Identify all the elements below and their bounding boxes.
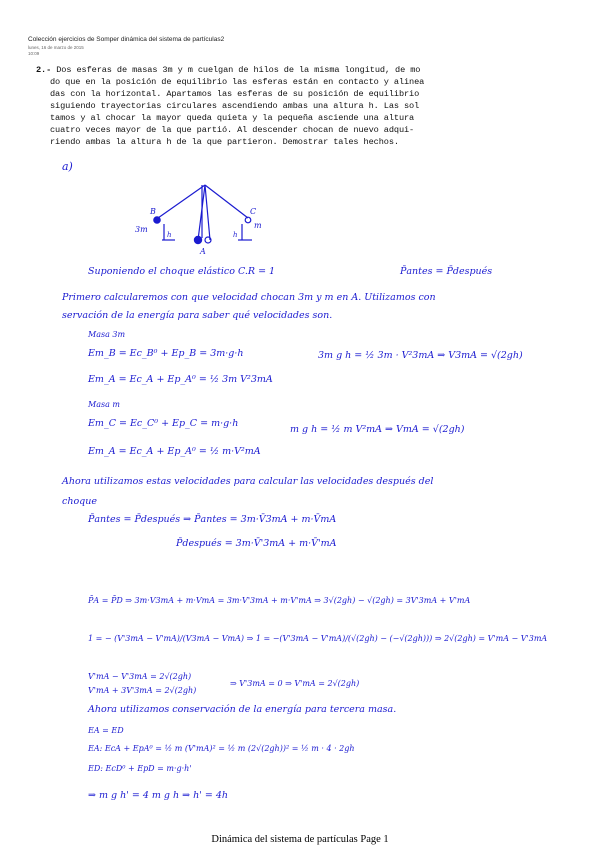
sol-line-em-c: Em_C = Ec_C⁰ + Ep_C = m·g·h	[88, 418, 239, 429]
sol-line-conclusion: ⇒ m g h' = 4 m g h ⇒ h' = 4h	[88, 790, 229, 801]
label-h-right: h	[233, 231, 238, 239]
label-B: B	[150, 207, 156, 216]
notebook-title: Colección ejercicios de Somper dinámica del sistema de partículas2	[28, 36, 225, 43]
problem-line-6: cuatro veces mayor de la que partió. Al descender chocan de nuevo adqui-	[50, 125, 415, 135]
sol-line-p-despues: P̄después = 3m·V̄'3mA + m·V̄'mA	[176, 538, 337, 549]
sol-line-momentum-eq: P̄antes = P̄después	[400, 266, 493, 277]
sol-line-em-a-3m: Em_A = Ec_A + Ep_A⁰ = ½ 3m V²3mA	[88, 374, 273, 385]
notebook-meta	[28, 45, 84, 57]
sol-line-v3ma: 3m g h = ½ 3m · V²3mA ⇒ V3mA = √(2gh)	[318, 350, 523, 361]
sol-line-intro-1: Primero calcularemos con que velocidad chocan 3m y m en A. Utilizamos con	[62, 292, 436, 303]
sol-line-energy-intro: Ahora utilizamos conservación de la energía para tercera masa.	[88, 704, 397, 715]
problem-text-1: Dos esferas de masas 3m y m cuelgan de hilos de la misma longitud, de mo	[56, 65, 421, 75]
sol-line-system-1: V'mA − V'3mA = 2√(2gh)	[88, 672, 192, 681]
sol-line-system-2: V'mA + 3V'3mA = 2√(2gh)	[88, 686, 197, 695]
label-C: C	[250, 207, 257, 216]
problem-line-4: siguiendo trayectorias circulares ascendiendo ambas una altura h. Las sol	[50, 101, 420, 111]
problem-number: 2.-	[36, 65, 52, 75]
sol-line-em-b: Em_B = Ec_B⁰ + Ep_B = 3m·g·h	[88, 348, 244, 359]
sol-line-mass-m: Masa m	[88, 400, 120, 409]
pendulum-diagram	[130, 180, 280, 260]
sol-line-ea-ed: EA = ED	[88, 726, 124, 735]
sol-line-intro-2: servación de la energía para saber qué velocidades son.	[62, 310, 333, 321]
sol-line-after-1: Ahora utilizamos estas velocidades para calcular las velocidades después del	[62, 476, 434, 487]
problem-line-7: riendo ambas la altura h de la que partieron. Demostrar tales hechos.	[50, 137, 399, 147]
sol-line-elastic: Suponiendo el choque elástico C.R = 1	[88, 266, 276, 277]
sol-line-em-a-m: Em_A = Ec_A + Ep_A⁰ = ½ m·V²mA	[88, 446, 261, 457]
sol-line-after-2: choque	[62, 496, 97, 507]
label-3m: 3m	[135, 225, 148, 234]
problem-statement	[36, 64, 536, 148]
sol-line-mass-3m: Masa 3m	[88, 330, 126, 339]
problem-line-2: do que en la posición de equilibrio las esferas están en contacto y alinea	[50, 77, 425, 87]
label-m: m	[254, 221, 262, 230]
page-footer: Dinámica del sistema de partículas Page 1	[211, 834, 389, 845]
sol-line-system-result: ⇒ V'3mA = 0 ⇒ V'mA = 2√(2gh)	[230, 679, 360, 688]
sol-line-restitution: 1 = − (V'3mA − V'mA)/(V3mA − VmA) ⇒ 1 = −(V'3mA − V'mA)/(√(2gh) − (−√(2gh))) ⇒ 2√(2gh) = V'mA − V'3mA	[88, 634, 548, 643]
sol-line-p-antes: P̄antes = P̄después ⇒ P̄antes = 3m·V̄3mA + m·V̄mA	[88, 514, 337, 525]
problem-line-3: das con la horizontal. Apartamos las esferas de su posición de equilibrio	[50, 89, 420, 99]
sol-line-ea: EA: EcA + EpA⁰ = ½ m (V'mA)² = ½ m (2√(2gh))² = ½ m · 4 · 2gh	[88, 744, 355, 753]
sol-line-ed: ED: EcD⁰ + EpD = m·g·h'	[88, 764, 192, 773]
label-A: A	[200, 247, 206, 256]
date-line: lunes, 16 de marzo de 2015	[28, 45, 84, 50]
time-line: 10:09	[28, 51, 40, 56]
sol-line-vma: m g h = ½ m V²mA ⇒ VmA = √(2gh)	[290, 424, 465, 435]
sol-line-momentum-full: P̄A = P̄D ⇒ 3m·V3mA + m·VmA = 3m·V'3mA + m·V'mA ⇒ 3√(2gh) − √(2gh) = 3V'3mA + V'mA	[88, 596, 471, 605]
part-label: a)	[62, 160, 73, 173]
problem-line-5: tamos y al chocar la mayor queda quieta y la pequeña asciende una altura	[50, 113, 415, 123]
problem-line-1	[36, 64, 536, 76]
label-h-left: h	[167, 231, 172, 239]
